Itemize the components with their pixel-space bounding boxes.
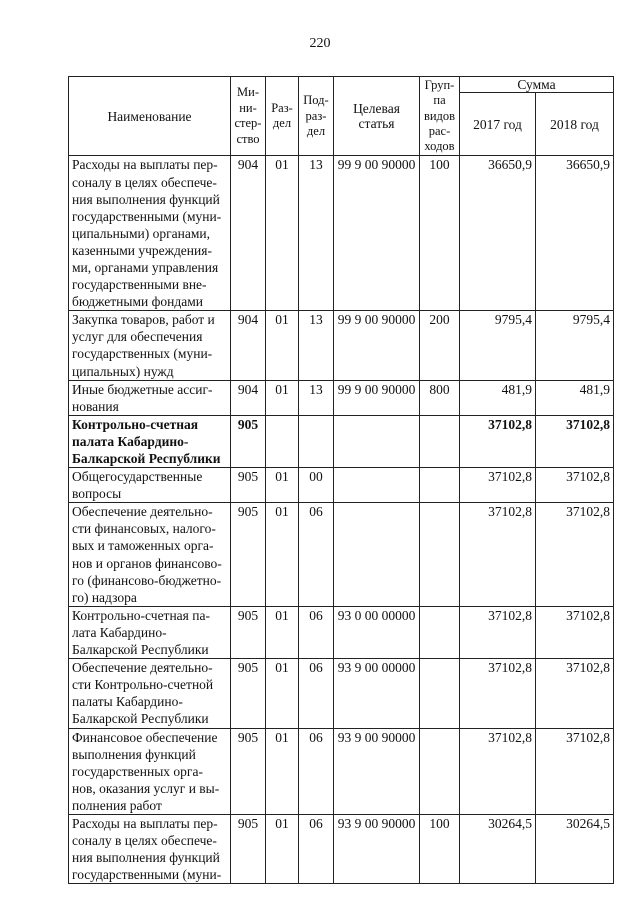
row-target-article: 93 9 00 90000 (334, 814, 420, 883)
table-row (69, 659, 614, 728)
row-name: Обеспечение деятельно- сти Контрольно-счетной палаты Кабардино- Балкарской Республики (69, 659, 231, 728)
row-name: Общегосударственные вопросы (69, 468, 231, 503)
table-row (69, 814, 614, 883)
row-section: 01 (266, 311, 299, 380)
row-subsection: 06 (299, 503, 334, 607)
row-expense-group (420, 415, 460, 467)
row-expense-group (420, 503, 460, 607)
row-section (266, 415, 299, 467)
header-target-article: Целевая статья (334, 77, 420, 156)
table-row (69, 606, 614, 658)
row-sum-2017: 30264,5 (460, 814, 536, 883)
row-target-article: 99 9 00 90000 (334, 156, 420, 311)
row-sum-2018: 37102,8 (536, 503, 614, 607)
row-section: 01 (266, 814, 299, 883)
table-row (69, 311, 614, 380)
row-sum-2018: 481,9 (536, 380, 614, 415)
row-ministry: 904 (231, 380, 266, 415)
row-sum-2017: 37102,8 (460, 415, 536, 467)
row-expense-group: 100 (420, 156, 460, 311)
row-name: Контрольно-счетная палата Кабардино- Балкарской Республики (69, 415, 231, 467)
header-subsection: Под- раз- дел (299, 77, 334, 156)
row-sum-2017: 37102,8 (460, 728, 536, 814)
row-sum-2017: 481,9 (460, 380, 536, 415)
row-ministry: 905 (231, 606, 266, 658)
row-ministry: 905 (231, 728, 266, 814)
row-subsection: 13 (299, 156, 334, 311)
row-name: Иные бюджетные ассиг- нования (69, 380, 231, 415)
page-number: 220 (309, 36, 331, 51)
row-section: 01 (266, 659, 299, 728)
row-target-article: 99 9 00 90000 (334, 311, 420, 380)
row-section: 01 (266, 606, 299, 658)
row-section: 01 (266, 503, 299, 607)
row-expense-group (420, 728, 460, 814)
header-expense-group: Груп- па видов рас- ходов (420, 77, 460, 156)
row-name: Расходы на выплаты пер- соналу в целях обеспече- ния выполнения функций государственными (муни- ципальными) органами, казенными учреждения- ми, органами управления государственными вне- бюджетными фондами (69, 156, 231, 311)
table-row (69, 728, 614, 814)
row-subsection: 13 (299, 311, 334, 380)
header-sum: Сумма (460, 77, 614, 93)
header-year-2017: 2017 год (460, 93, 536, 156)
row-sum-2018: 9795,4 (536, 311, 614, 380)
row-name: Контрольно-счетная па- лата Кабардино- Балкарской Республики (69, 606, 231, 658)
row-target-article: 99 9 00 90000 (334, 380, 420, 415)
row-sum-2017: 37102,8 (460, 503, 536, 607)
row-sum-2017: 9795,4 (460, 311, 536, 380)
table-row (69, 415, 614, 467)
row-ministry: 905 (231, 814, 266, 883)
row-target-article: 93 9 00 00000 (334, 659, 420, 728)
row-name: Финансовое обеспечение выполнения функций государственных орга- нов, оказания услуг и вы- полнения работ (69, 728, 231, 814)
row-sum-2018: 37102,8 (536, 415, 614, 467)
row-ministry: 905 (231, 415, 266, 467)
row-section: 01 (266, 156, 299, 311)
row-expense-group (420, 468, 460, 503)
row-ministry: 905 (231, 503, 266, 607)
table-row (69, 503, 614, 607)
row-target-article: 93 9 00 90000 (334, 728, 420, 814)
row-expense-group: 200 (420, 311, 460, 380)
row-section: 01 (266, 380, 299, 415)
row-target-article (334, 468, 420, 503)
row-sum-2018: 37102,8 (536, 468, 614, 503)
row-sum-2017: 37102,8 (460, 659, 536, 728)
row-subsection (299, 415, 334, 467)
row-target-article: 93 0 00 00000 (334, 606, 420, 658)
row-name: Расходы на выплаты пер- соналу в целях обеспече- ния выполнения функций государственными (муни- (69, 814, 231, 883)
table-row (69, 468, 614, 503)
row-expense-group (420, 606, 460, 658)
row-ministry: 904 (231, 311, 266, 380)
row-sum-2018: 30264,5 (536, 814, 614, 883)
table-header (69, 77, 614, 156)
row-name: Обеспечение деятельно- сти финансовых, налого- вых и таможенных орга- нов и органов финансово- го (финансово-бюджетно- го) надзора (69, 503, 231, 607)
table-row (69, 156, 614, 311)
table-body (69, 156, 614, 884)
row-subsection: 00 (299, 468, 334, 503)
budget-table (68, 76, 614, 884)
row-section: 01 (266, 468, 299, 503)
header-section: Раз- дел (266, 77, 299, 156)
row-target-article (334, 503, 420, 607)
row-subsection: 06 (299, 606, 334, 658)
row-expense-group: 100 (420, 814, 460, 883)
header-year-2018: 2018 год (536, 93, 614, 156)
row-ministry: 905 (231, 468, 266, 503)
row-sum-2018: 37102,8 (536, 728, 614, 814)
header-ministry: Ми- ни- стер- ство (231, 77, 266, 156)
row-sum-2017: 36650,9 (460, 156, 536, 311)
row-subsection: 06 (299, 728, 334, 814)
header-name: Наименование (69, 77, 231, 156)
row-subsection: 13 (299, 380, 334, 415)
row-expense-group: 800 (420, 380, 460, 415)
row-name: Закупка товаров, работ и услуг для обеспечения государственных (муни- ципальных) нужд (69, 311, 231, 380)
row-ministry: 905 (231, 659, 266, 728)
row-section: 01 (266, 728, 299, 814)
row-ministry: 904 (231, 156, 266, 311)
row-expense-group (420, 659, 460, 728)
row-sum-2017: 37102,8 (460, 468, 536, 503)
row-sum-2018: 37102,8 (536, 606, 614, 658)
row-sum-2018: 36650,9 (536, 156, 614, 311)
table-row (69, 380, 614, 415)
row-subsection: 06 (299, 659, 334, 728)
row-target-article (334, 415, 420, 467)
row-sum-2017: 37102,8 (460, 606, 536, 658)
row-subsection: 06 (299, 814, 334, 883)
row-sum-2018: 37102,8 (536, 659, 614, 728)
